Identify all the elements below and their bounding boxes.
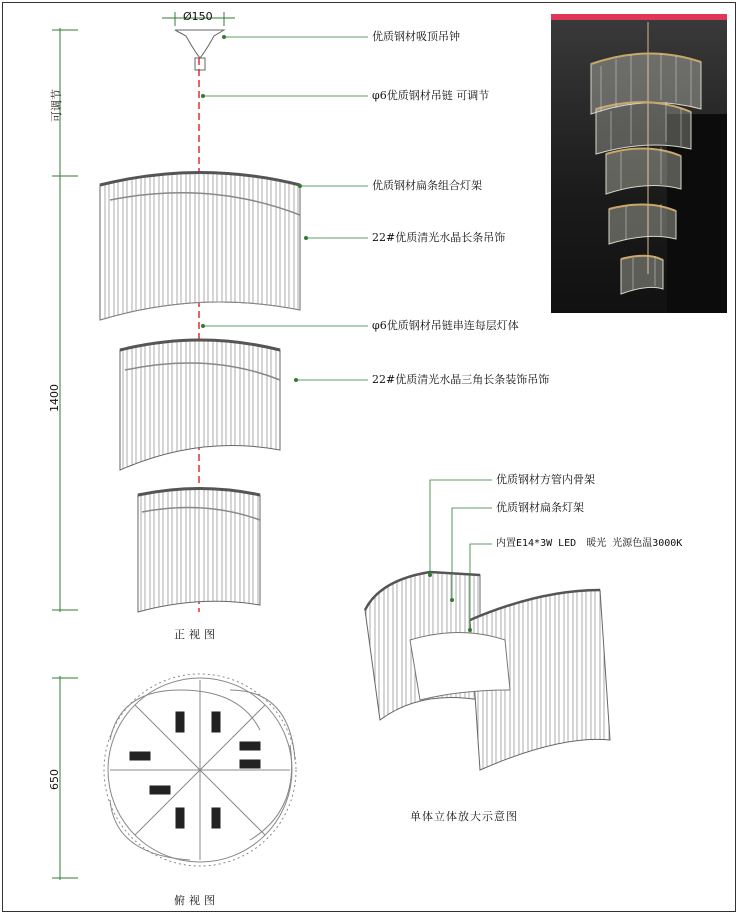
callout-inner-skeleton: 优质钢材方管内骨架 xyxy=(496,473,595,486)
left-dimension-lines xyxy=(52,28,78,880)
callout-canopy: 优质钢材吸顶吊钟 xyxy=(372,30,460,43)
caption-top-view: 俯视图 xyxy=(174,894,219,907)
caption-front-view: 正视图 xyxy=(174,628,219,641)
canopy-neck xyxy=(195,58,205,70)
callout-flat-frame: 优质钢材扁条灯架 xyxy=(496,501,584,514)
callout-linking-chain: φ6优质钢材吊链串连每层灯体 xyxy=(372,319,519,332)
callout-frame: 优质钢材扁条组合灯架 xyxy=(372,179,482,192)
callout-led: 内置E14*3W LED 暖光 光源色温3000K xyxy=(496,538,683,549)
adjustable-label: 可调节 xyxy=(50,89,63,122)
top-view-diameter-label: 650 xyxy=(48,769,61,790)
top-diameter-label: Ø150 xyxy=(183,10,213,23)
tier-3 xyxy=(138,489,260,613)
total-height-label: 1400 xyxy=(48,384,61,412)
caption-detail-view: 单体立体放大示意图 xyxy=(410,810,518,823)
callout-crystal: 22#优质清光水晶长条吊饰 xyxy=(372,231,506,244)
detail-view xyxy=(365,572,610,770)
top-view xyxy=(104,674,296,866)
callout-chain: φ6优质钢材吊链 可调节 xyxy=(372,89,490,102)
tier-1 xyxy=(100,173,300,321)
callout-triangle-crystal: 22#优质清光水晶三角长条装饰吊饰 xyxy=(372,373,550,386)
tier-2 xyxy=(120,340,280,470)
canopy xyxy=(175,30,224,58)
